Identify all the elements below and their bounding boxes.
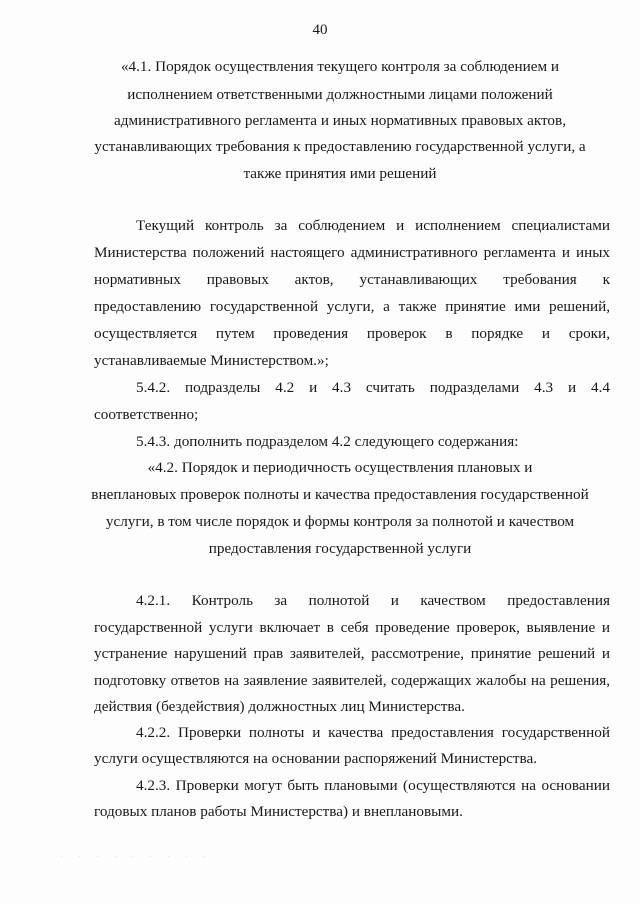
paragraph-4-2-1-line: 4.2.1. Контроль за полнотой и качеством предоставления: [136, 592, 610, 609]
section-4-1-body-line: предоставлению государственной услуги, а также принятие ими решений,: [94, 298, 610, 315]
section-4-1-body-line: устанавливаемые Министерством.»;: [94, 352, 329, 369]
section-4-1-body-line: Министерства положений настоящего административного регламента и иных: [94, 244, 610, 261]
paragraph-4-2-1-line: государственной услуги включает в себя проведение проверок, выявление и: [94, 619, 610, 636]
paragraph-4-2-1-line: действия (бездействия) должностных лиц Министерства.: [94, 698, 465, 715]
section-4-1-heading-line: «4.1. Порядок осуществления текущего контроля за соблюдением и: [120, 58, 560, 75]
section-4-1-heading-line: также принятия ими решений: [243, 165, 437, 182]
section-4-2-heading-line: предоставления государственной услуги: [208, 540, 472, 557]
section-4-2-heading-line: внеплановых проверок полноты и качества предоставления государственной: [91, 486, 589, 503]
item-5-4-2-line: 5.4.2. подразделы 4.2 и 4.3 считать подразделами 4.3 и 4.4: [136, 379, 610, 396]
section-4-2-heading-line: «4.2. Порядок и периодичность осуществления плановых и: [147, 459, 533, 476]
paragraph-4-2-1-line: устранение нарушений прав заявителей, рассмотрение, принятие решений и: [94, 645, 610, 662]
paragraph-4-2-1-line: подготовку ответов на заявление заявителей, содержащих жалобы на решения,: [94, 672, 610, 689]
paragraph-4-2-3-line: 4.2.3. Проверки могут быть плановыми (осуществляются на основании: [136, 777, 610, 794]
section-4-1-heading-line: устанавливающих требования к предоставлению государственной услуги, а: [94, 138, 586, 155]
section-4-2-heading-line: услуги, в том числе порядок и формы контроля за полнотой и качеством: [105, 513, 575, 530]
page-number: 40: [312, 22, 328, 38]
scan-noise: · · · · · · · · ·: [60, 852, 212, 863]
section-4-1-body-line: Текущий контроль за соблюдением и исполнением специалистами: [136, 217, 610, 234]
section-4-1-heading-line: исполнением ответственными должностными лицами положений: [127, 86, 553, 103]
paragraph-4-2-2-line: 4.2.2. Проверки полноты и качества предоставления государственной: [136, 724, 610, 741]
section-4-1-heading-line: административного регламента и иных нормативных правовых актов,: [114, 112, 566, 129]
item-5-4-2-line: соответственно;: [94, 406, 199, 423]
item-5-4-3-line: 5.4.3. дополнить подразделом 4.2 следующего содержания:: [136, 433, 519, 450]
section-4-1-body-line: нормативных правовых актов, устанавливающих требования к: [94, 271, 610, 288]
section-4-1-body-line: осуществляется путем проведения проверок в порядке и сроки,: [94, 325, 610, 342]
paragraph-4-2-2-line: услуги осуществляются на основании распоряжений Министерства.: [94, 750, 538, 767]
paragraph-4-2-3-line: годовых планов работы Министерства) и внеплановыми.: [94, 803, 463, 820]
